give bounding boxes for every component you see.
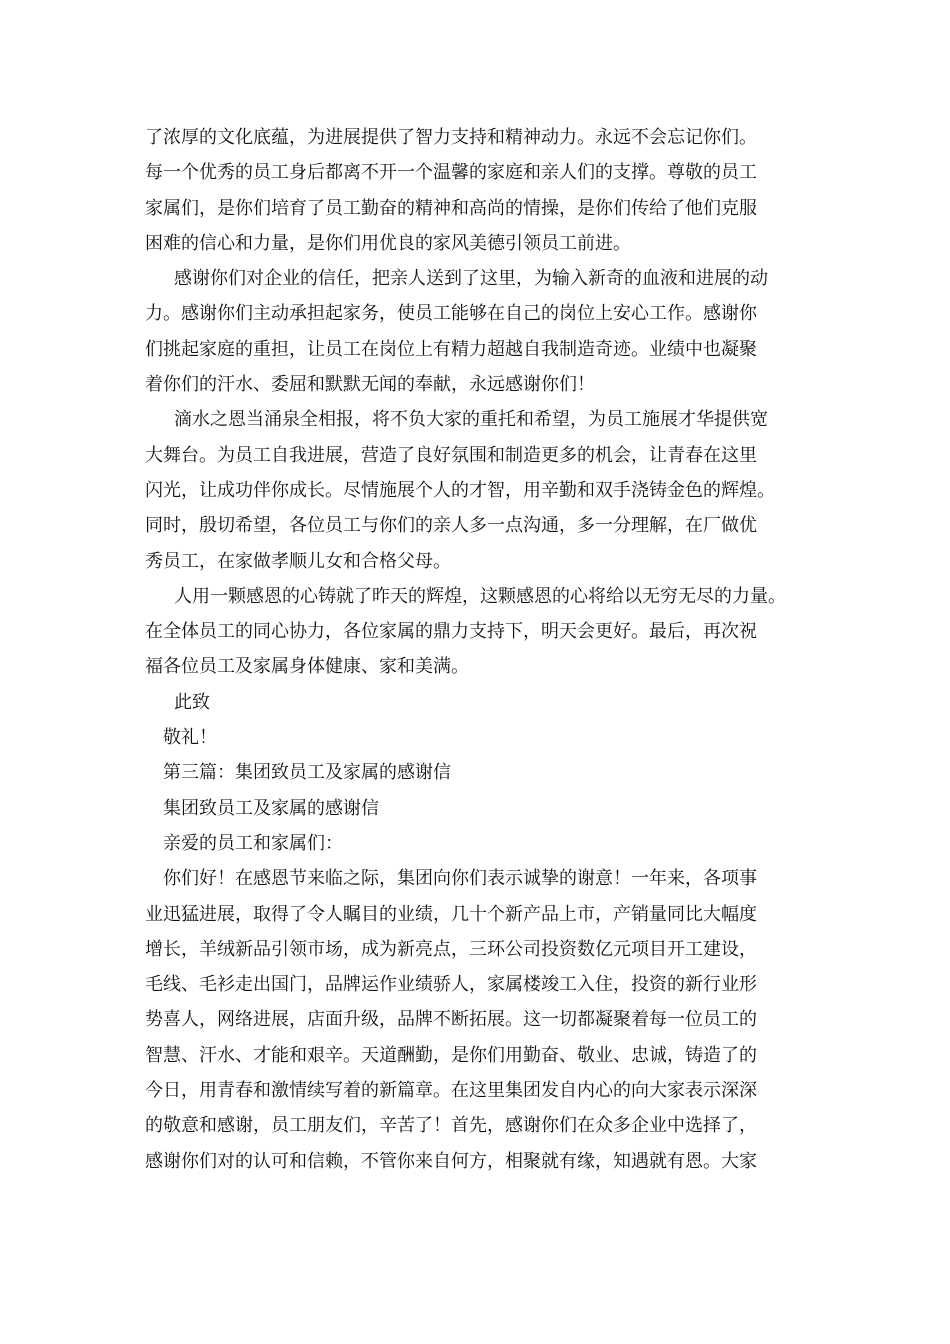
text-line: 们挑起家庭的重担，让员工在岗位上有精力超越自我制造奇迹。业绩中也凝聚 <box>145 338 757 360</box>
text-line: 每一个优秀的员工身后都离不开一个温馨的家庭和亲人们的支撑。尊敬的员工 <box>145 162 757 184</box>
text-line: 增长，羊绒新品引领市场，成为新亮点，三环公司投资数亿元项目开工建设， <box>145 938 757 960</box>
text-line: 敬礼！ <box>163 727 217 749</box>
text-line: 今日，用青春和激情续写着的新篇章。在这里集团发自内心的向大家表示深深 <box>145 1080 757 1102</box>
text-line: 着你们的汗水、委屈和默默无闻的奉献，永远感谢你们！ <box>145 374 595 396</box>
text-line: 在全体员工的同心协力，各位家属的鼎力支持下，明天会更好。最后，再次祝 <box>145 621 757 643</box>
text-line: 福各位员工及家属身体健康、家和美满。 <box>145 656 469 678</box>
text-line: 秀员工，在家做孝顺儿女和合格父母。 <box>145 550 451 572</box>
text-line: 的敬意和感谢，员工朋友们，辛苦了！首先，感谢你们在众多企业中选择了， <box>145 1115 757 1137</box>
text-line: 了浓厚的文化底蕴，为进展提供了智力支持和精神动力。永远不会忘记你们。 <box>145 127 757 148</box>
text-line: 智慧、汗水、才能和艰辛。天道酬勤，是你们用勤奋、敬业、忠诚，铸造了的 <box>145 1044 757 1066</box>
letter-body <box>145 120 835 1179</box>
text-line: 家属们，是你们培育了员工勤奋的精神和高尚的情操，是你们传给了他们克服 <box>145 197 757 219</box>
text-line: 困难的信心和力量，是你们用优良的家风美德引领员工前进。 <box>145 232 631 254</box>
text-line: 大舞台。为员工自我进展，营造了良好氛围和制造更多的机会，让青春在这里 <box>145 444 757 466</box>
text-line: 闪光，让成功伴你成长。尽情施展个人的才智，用辛勤和双手浇铸金色的辉煌。 <box>145 479 775 501</box>
text-line: 力。感谢你们主动承担起家务，使员工能够在自己的岗位上安心工作。感谢你 <box>145 303 757 325</box>
text-line: 业迅猛进展，取得了令人瞩目的业绩，几十个新产品上市，产销量同比大幅度 <box>145 903 757 925</box>
text-line: 势喜人，网络进展，店面升级，品牌不断拓展。这一切都凝聚着每一位员工的 <box>145 1009 757 1031</box>
text-line: 感谢你们对的认可和信赖，不管你来自何方，相聚就有缘，知遇就有恩。大家 <box>145 1150 757 1172</box>
text-line: 滴水之恩当涌泉全相报，将不负大家的重托和希望，为员工施展才华提供宽 <box>174 409 768 431</box>
text-line: 你们好！在感恩节来临之际，集团向你们表示诚挚的谢意！一年来，各项事 <box>163 868 757 890</box>
text-line: 同时，殷切希望，各位员工与你们的亲人多一点沟通，多一分理解，在厂做优 <box>145 515 757 537</box>
text-line: 此致 <box>174 691 210 713</box>
text-line: 感谢你们对企业的信任，把亲人送到了这里，为输入新奇的血液和进展的动 <box>174 268 768 290</box>
text-line: 人用一颗感恩的心铸就了昨天的辉煌，这颗感恩的心将给以无穷无尽的力量。 <box>174 585 786 607</box>
text-line: 第三篇：集团致员工及家属的感谢信 <box>163 762 451 784</box>
text-line: 集团致员工及家属的感谢信 <box>163 797 379 819</box>
text-line: 毛线、毛衫走出国门，品牌运作业绩骄人，家属楼竣工入住，投资的新行业形 <box>145 974 757 996</box>
text-line: 亲爱的员工和家属们： <box>163 832 343 854</box>
